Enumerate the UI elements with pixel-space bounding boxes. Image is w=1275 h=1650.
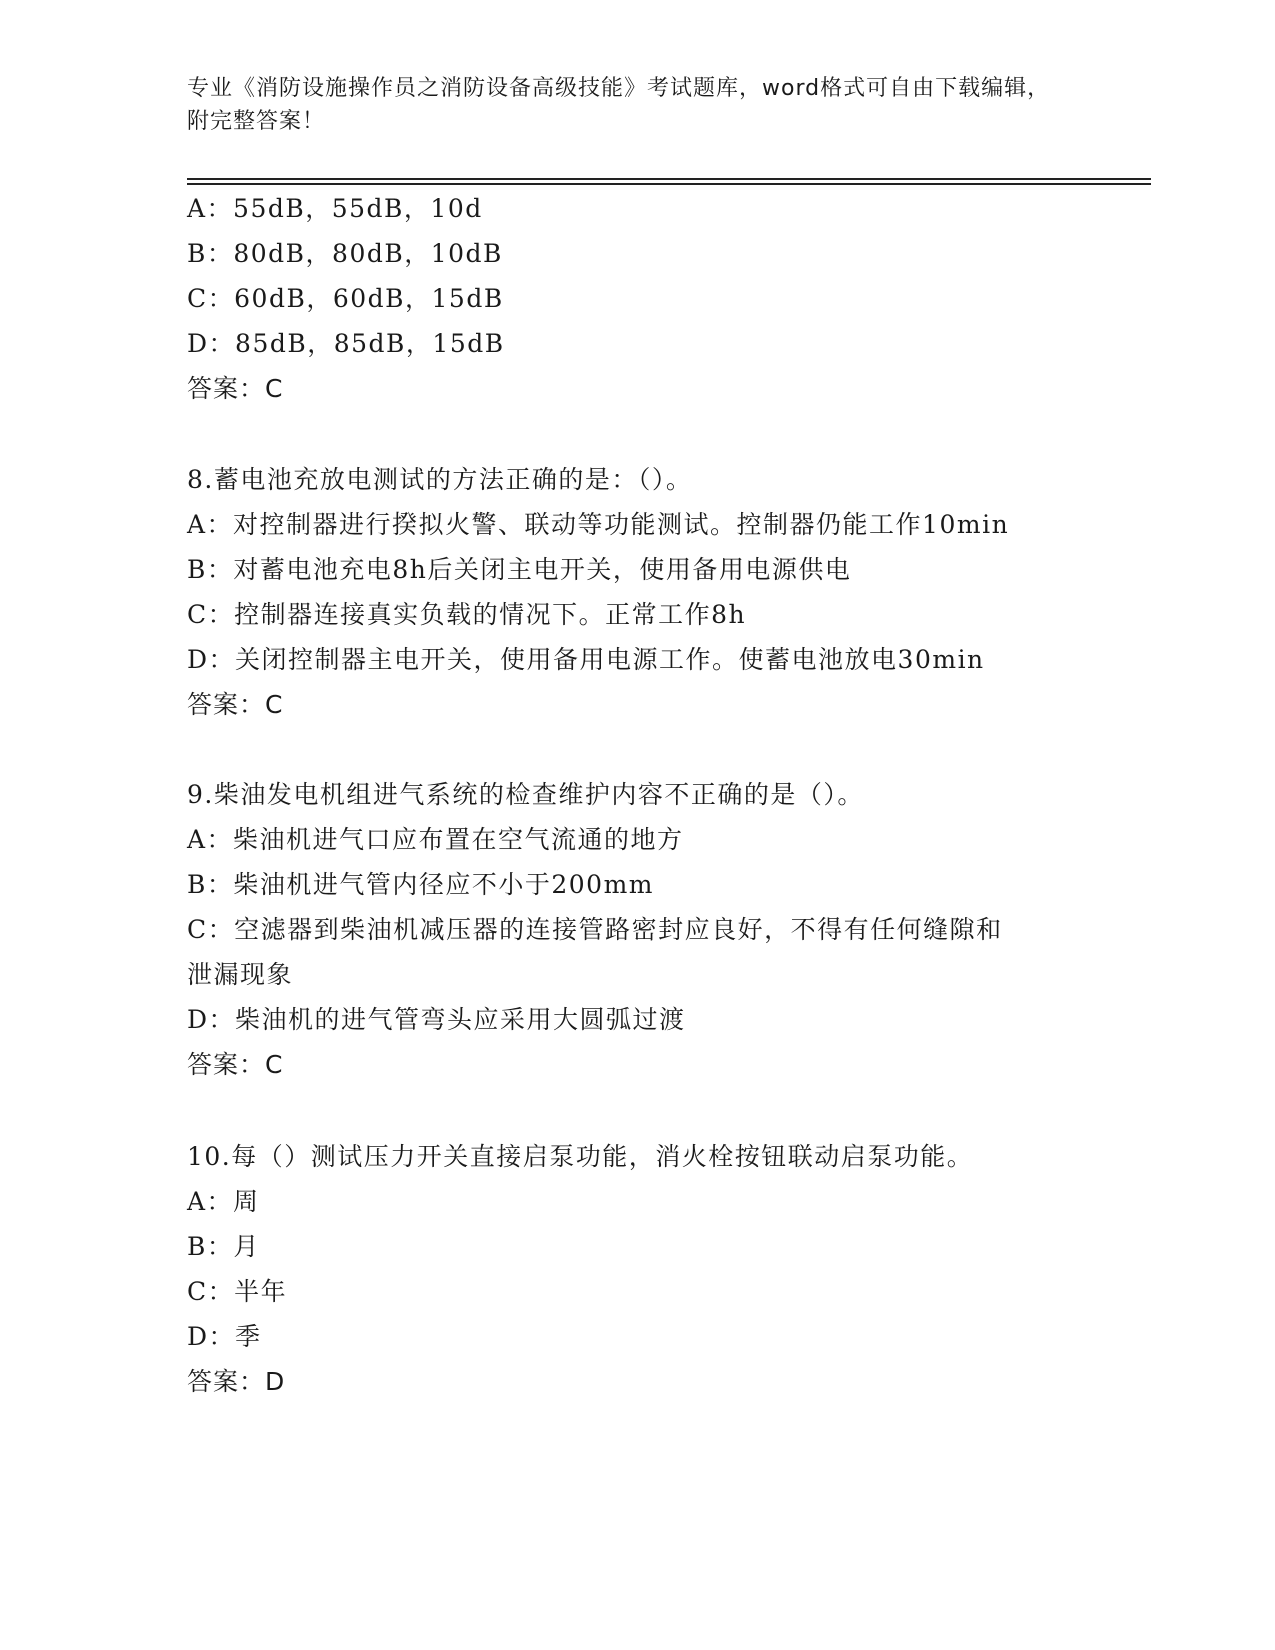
q8-answer: 答案：C <box>187 690 284 719</box>
q8-option-a: A：对控制器进行揆拟火警、联动等功能测试。控制器仍能工作10min <box>187 510 1010 539</box>
q7-option-c: C：60dB，60dB，15dB <box>187 284 504 313</box>
q10-option-c: C：半年 <box>187 1277 288 1306</box>
q10-option-d: D：季 <box>187 1322 262 1351</box>
q9-option-c-line2: 泄漏现象 <box>187 960 294 989</box>
q7-option-d: D：85dB，85dB，15dB <box>187 329 505 358</box>
q9-answer: 答案：C <box>187 1050 284 1079</box>
q7-option-a: A：55dB，55dB，10d <box>187 194 483 223</box>
q9-option-c-line1: C：空滤器到柴油机减压器的连接管路密封应良好，不得有任何缝隙和 <box>187 915 1003 944</box>
q8-option-d: D：关闭控制器主电开关，使用备用电源工作。使蓄电池放电30min <box>187 645 985 674</box>
header-divider-bottom <box>187 183 1151 185</box>
q8-option-c: C：控制器连接真实负载的情况下。正常工作8h <box>187 600 747 629</box>
document-header: 专业《消防设施操作员之消防设备高级技能》考试题库，word格式可自由下载编辑，附完整答案！ <box>187 76 1051 134</box>
q10-stem: 10.每（）测试压力开关直接启泵功能，消火栓按钮联动启泵功能。 <box>187 1142 974 1171</box>
q10-option-b: B：月 <box>187 1232 260 1261</box>
q8-option-b: B：对蓄电池充电8h后关闭主电开关，使用备用电源供电 <box>187 555 852 584</box>
q10-answer: 答案：D <box>187 1367 286 1396</box>
q8-stem: 8.蓄电池充放电测试的方法正确的是：（）。 <box>187 465 693 494</box>
q9-stem: 9.柴油发电机组进气系统的检查维护内容不正确的是（）。 <box>187 780 864 809</box>
q9-option-b: B：柴油机进气管内径应不小于200mm <box>187 870 655 899</box>
q7-option-b: B：80dB，80dB，10dB <box>187 239 503 268</box>
q9-option-a: A：柴油机进气口应布置在空气流通的地方 <box>187 825 684 854</box>
q9-option-d: D：柴油机的进气管弯头应采用大圆弧过渡 <box>187 1005 686 1034</box>
q10-option-a: A：周 <box>187 1187 260 1216</box>
header-divider-top <box>187 178 1151 180</box>
q7-answer: 答案：C <box>187 374 284 403</box>
